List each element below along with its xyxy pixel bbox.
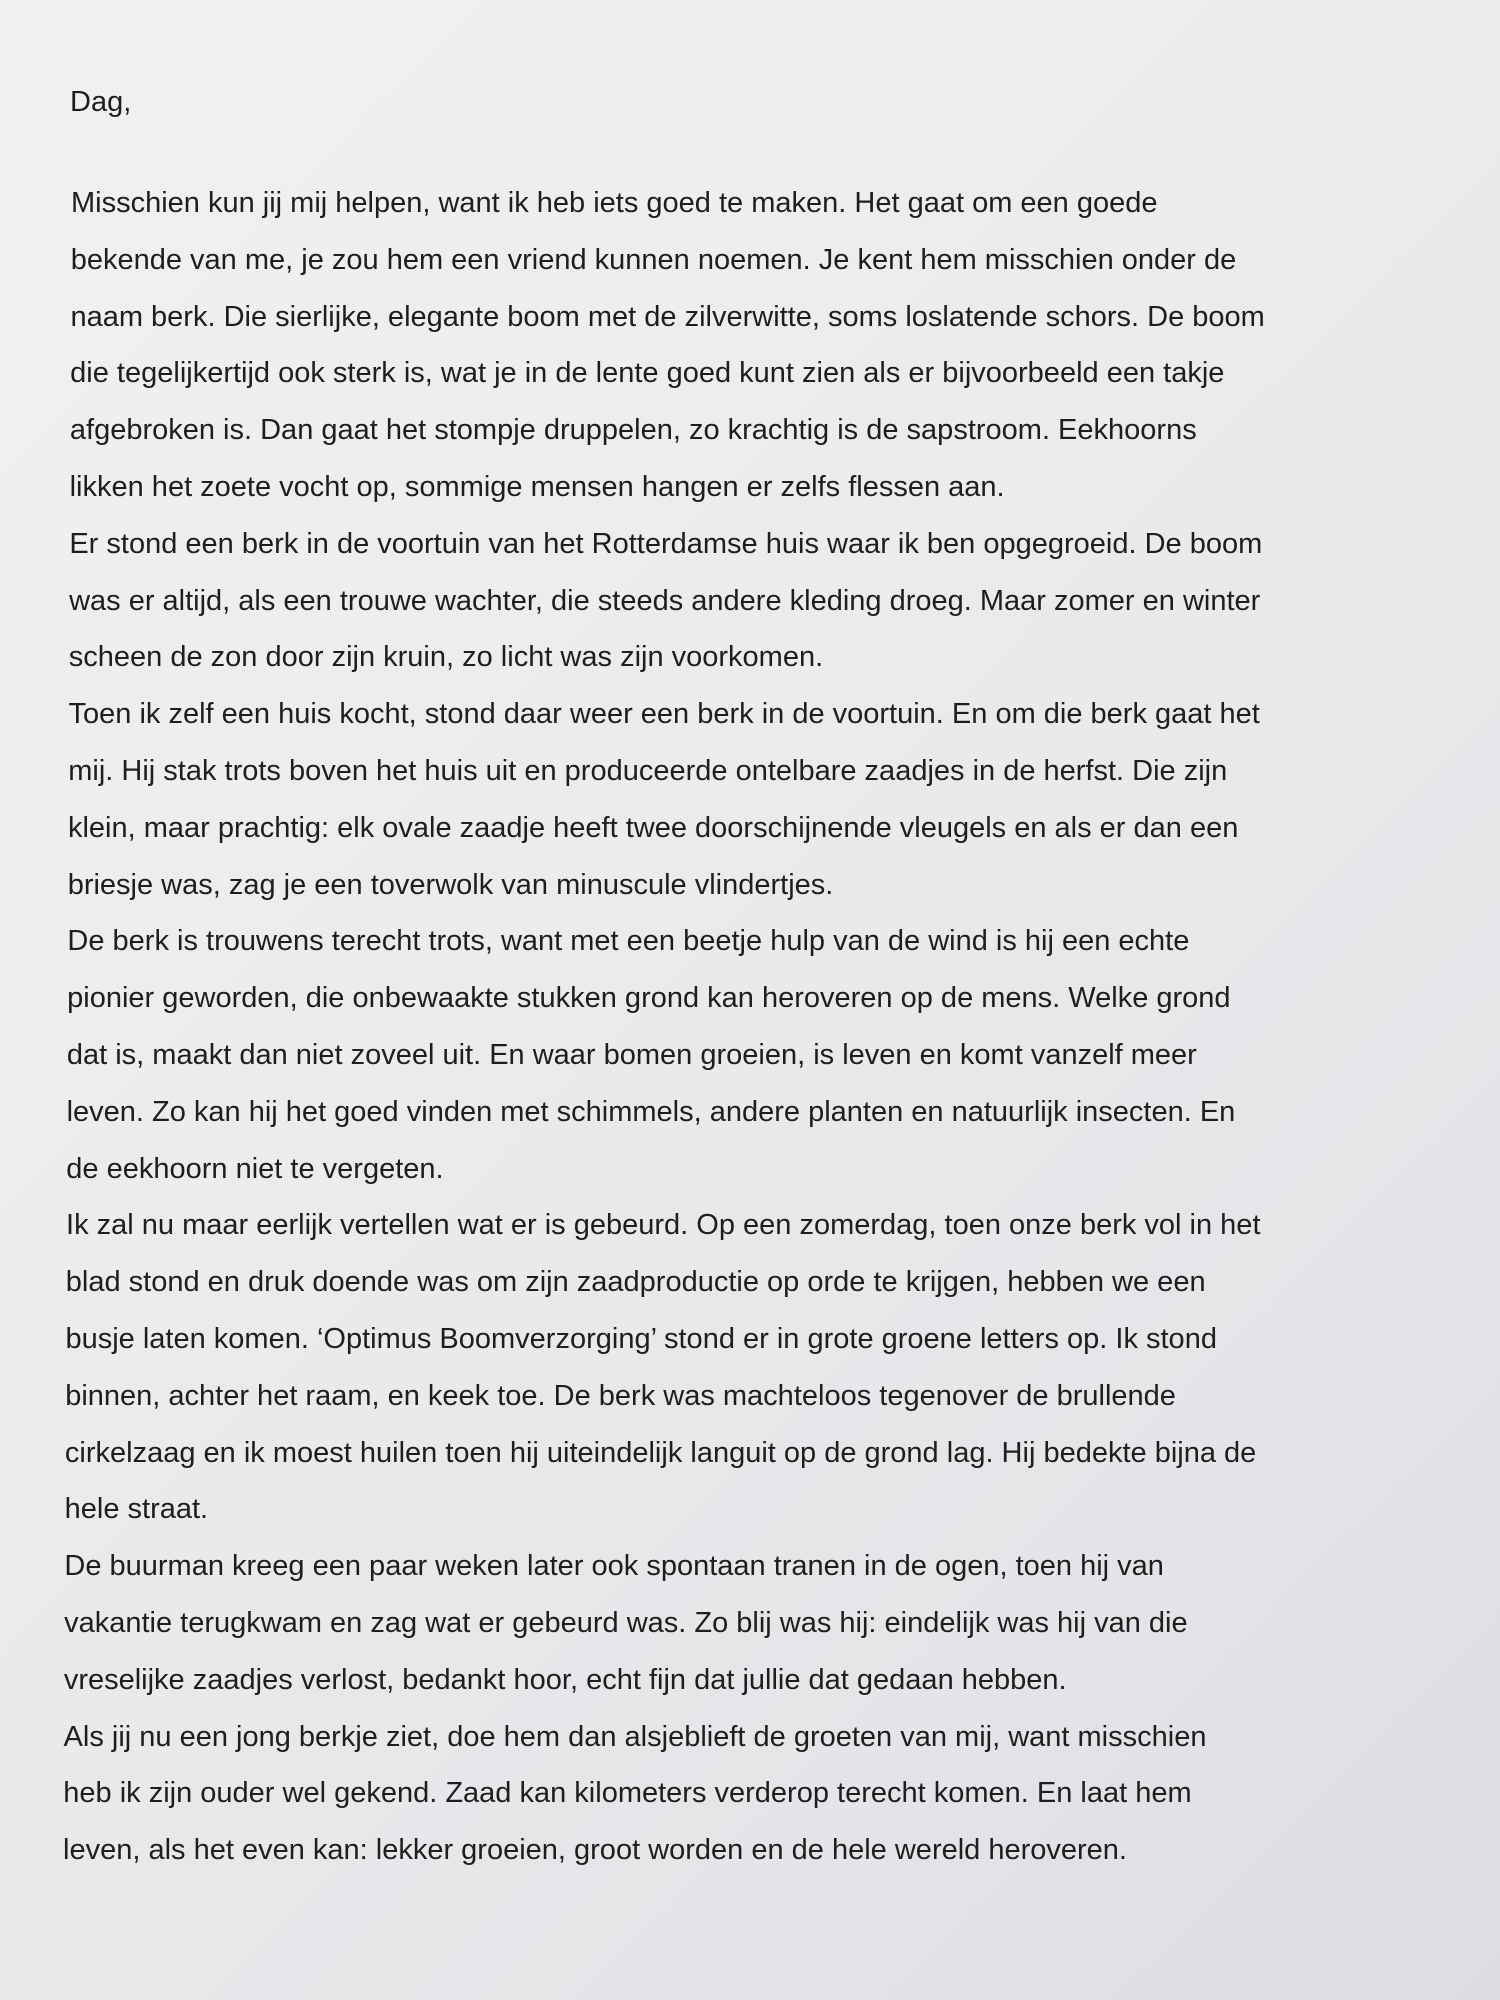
letter-line: leven. Zo kan hij het goed vinden met schimmels, andere planten en natuurlijk insecten. En bbox=[66, 1095, 1236, 1128]
letter-line: scheen de zon door zijn kruin, zo licht was zijn voorkomen. bbox=[68, 641, 824, 674]
letter-greeting: Dag, bbox=[70, 86, 132, 118]
letter-line: mij. Hij stak trots boven het huis uit en produceerde ontelbare zaadjes in de herfst. Die zijn bbox=[68, 755, 1228, 787]
letter-line: De buurman kreeg een paar weken later ook spontaan tranen in de ogen, toen hij van bbox=[64, 1550, 1164, 1583]
letter-line: klein, maar prachtig: elk ovale zaadje heeft twee doorschijnende vleugels en als er dan een bbox=[67, 811, 1239, 844]
letter-line: heb ik zijn ouder wel gekend. Zaad kan kilometers verderop terecht komen. En laat hem bbox=[63, 1777, 1192, 1810]
letter-line: cirkelzaag en ik moest huilen toen hij uiteindelijk languit op de grond lag. Hij bedekte bijna de bbox=[64, 1436, 1257, 1469]
letter-line: de eekhoorn niet te vergeten. bbox=[66, 1152, 444, 1185]
letter-line: vreselijke zaadjes verlost, bedankt hoor, echt fijn dat jullie dat gedaan hebben. bbox=[63, 1663, 1067, 1696]
letter-line: bekende van me, je zou hem een vriend kunnen noemen. Je kent hem misschien onder de bbox=[70, 243, 1237, 276]
letter-line: Toen ik zelf een huis kocht, stond daar weer een berk in de voortuin. En om die berk gaat het bbox=[68, 698, 1260, 731]
letter-line: blad stond en druk doende was om zijn zaadproductie op orde te krijgen, hebben we een bbox=[65, 1266, 1206, 1299]
letter-line: vakantie terugkwam en zag wat er gebeurd was. Zo blij was hij: eindelijk was hij van die bbox=[64, 1607, 1188, 1639]
letter-line: Misschien kun jij mij helpen, want ik heb iets goed te maken. Het gaat om een goede bbox=[71, 187, 1158, 219]
letter-line: binnen, achter het raam, en keek toe. De berk was machteloos tegenover de brullende bbox=[65, 1379, 1176, 1412]
letter-line: pionier geworden, die onbewaakte stukken grond kan heroveren op de mens. Welke grond bbox=[67, 982, 1231, 1015]
letter-line: was er altijd, als een trouwe wachter, die steeds andere kleding droeg. Maar zomer en winter bbox=[69, 584, 1261, 617]
letter-line: likken het zoete vocht op, sommige mensen hangen er zelfs flessen aan. bbox=[69, 471, 1005, 503]
letter-line: naam berk. Die sierlijke, elegante boom met de zilverwitte, soms loslatende schors. De boom bbox=[70, 300, 1265, 333]
letter-line: leven, als het even kan: lekker groeien, groot worden en de hele wereld heroveren. bbox=[63, 1834, 1127, 1867]
letter-line: busje laten komen. ‘Optimus Boomverzorging’ stond er in grote groene letters op. Ik stond bbox=[65, 1323, 1217, 1355]
letter-line: Ik zal nu maar eerlijk vertellen wat er is gebeurd. Op een zomerdag, toen onze berk vol in het bbox=[66, 1209, 1261, 1242]
letter-line: afgebroken is. Dan gaat het stompje druppelen, zo krachtig is de sapstroom. Eekhoorns bbox=[69, 414, 1197, 447]
letter-line: Als jij nu een jong berkje ziet, doe hem dan alsjeblieft de groeten van mij, want misschien bbox=[63, 1720, 1207, 1753]
letter-line: hele straat. bbox=[64, 1493, 209, 1526]
letter-line: dat is, maakt dan niet zoveel uit. En waar bomen groeien, is leven en komt vanzelf meer bbox=[66, 1039, 1197, 1071]
letter-line: die tegelijkertijd ook sterk is, wat je in de lente goed kunt zien als er bijvoorbeeld een takje bbox=[70, 357, 1225, 390]
letter-line: briesje was, zag je een toverwolk van minuscule vlindertjes. bbox=[67, 868, 834, 901]
letter-line: Er stond een berk in de voortuin van het Rotterdamse huis waar ik ben opgegroeid. De boom bbox=[69, 527, 1263, 560]
letter-line: De berk is trouwens terecht trots, want met een beetje hulp van de wind is hij een echte bbox=[67, 925, 1190, 958]
